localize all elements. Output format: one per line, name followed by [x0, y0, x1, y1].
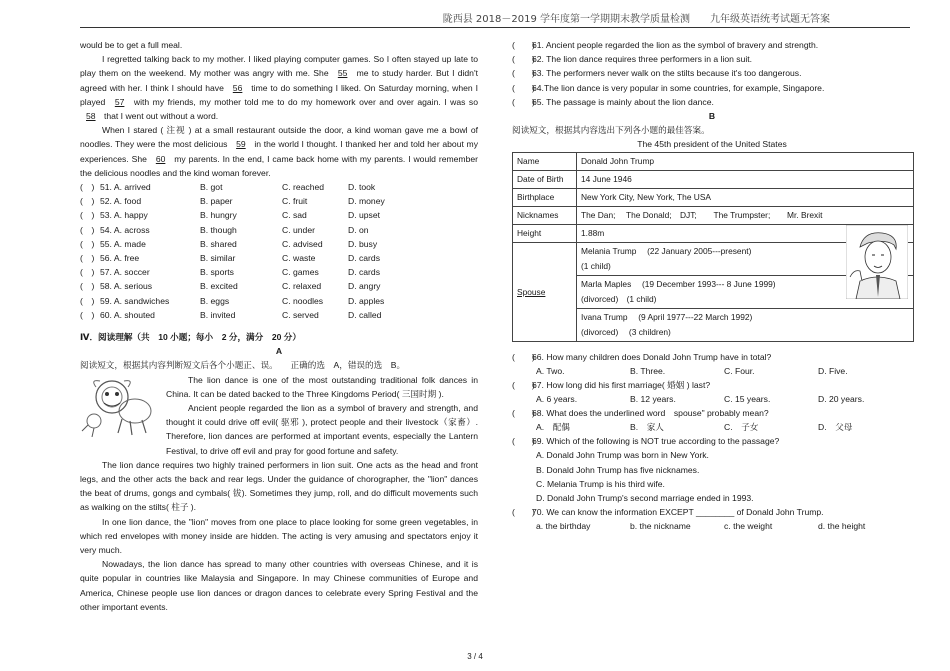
blank-57: 57	[114, 96, 125, 107]
spouse-label: Spouse	[513, 242, 577, 341]
passage-a-paragraph-1: The lion dance is one of the most outstanding traditional folk dances in China. It can be dated backed to the Three Kingdoms Period( 三国时期 ).	[166, 374, 478, 399]
option-row: ( ) 57. A. soccer B. sports C. games D. cards	[80, 267, 380, 278]
question-70: ( ) 70. We can know the information EXCEPT ________ of Donald John Trump.	[512, 507, 824, 518]
lion-text	[166, 373, 478, 458]
section-title: Ⅳ．阅读理解（共 10 小题；每小 2 分，满分 20 分）	[80, 331, 301, 342]
question-64: ( ) 64.The lion dance is very popular in some countries, for example, Singapore.	[512, 82, 825, 93]
passage-a-paragraph-5: Nowadays, the lion dance has spread to many other countries with overseas Chinese, and it is quite popular in countries like Malaysia and Singapore. In may Chinese communities of Europe and America, Chinese people use lion dances or dragon dances to celebrate every Spring Festival and the other important events.	[80, 559, 478, 612]
cloze-line: would be to get a full meal.	[80, 40, 183, 50]
table-row: Nicknames The Dan; The Donald; DJT; The Trumpster; Mr. Brexit	[513, 206, 914, 224]
answer-options: A. Donald John Trump was born in New York. B. Donald John Trump has five nicknames. C. Melania Trump is his third wife. D. Donald John Trump's second marriage ended in 1993.	[536, 450, 754, 504]
table-title: The 45th president of the United States	[637, 139, 787, 150]
question-66: ( ) 66. How many children does Donald John Trump have in total?	[512, 351, 772, 362]
option-row: ( ) 51. A. arrived B. got C. reached D. took	[80, 182, 376, 193]
blank-55: 55	[337, 68, 348, 79]
mc-questions	[512, 350, 912, 534]
question-62: ( ) 62. The lion dance requires three performers in a lion suit.	[512, 54, 753, 65]
table-row: Spouse Melania Trump (22 January 2005---present) (1 child) Marla Maples (19 December 1993--- 8 June 1999) (divorced) (1 child) Ivana Trump (9 April 1977---22 March 1992) (divorced) (3 children)	[513, 242, 914, 341]
question-65: ( ) 65. The passage is mainly about the lion dance.	[512, 96, 714, 107]
passage-a-paragraph-4: In one lion dance, the "lion" moves from one place to place looking for some green vegetables, in which red envelopes with money inside are hidden. The acting is very amusing and spectators enjoy it very much.	[80, 516, 478, 555]
tf-questions	[512, 38, 912, 109]
option-row: ( ) 56. A. free B. similar C. waste D. cards	[80, 252, 380, 263]
table-row: Birthplace New York City, New York, The USA	[513, 188, 914, 206]
part-b-label: B	[708, 111, 716, 122]
blank-60: 60	[155, 153, 166, 164]
cloze-paragraph-1: I regretted talking back to my mother. I liked playing computer games. So I often stayed up late to play them on the weekend. My mother was angry with me. She 55 me to study harder. But I didn't agreed with her. I think I should have 56 time to do something I liked. On Saturday morning, when I played 57 with my friends, my mother told me to do my homework over and over again. I was so 58 that I went out without a word.	[80, 54, 478, 122]
question-61: ( ) 61. Ancient people regarded the lion as the symbol of bravery and strength.	[512, 40, 819, 50]
answer-options: A. 6 years. B. 12 years. C. 15 years. D. 20 years.	[536, 394, 865, 405]
table-row: Date of Birth 14 June 1946	[513, 170, 914, 188]
option-row: ( ) 58. A. serious B. excited C. relaxed D. angry	[80, 281, 381, 292]
part-a-instruction: 阅读短文，根据其内容判断短文后各个小题正、误。 正确的选 A，错误的选 B。	[80, 360, 406, 371]
question-68: ( ) 68. What does the underlined word spouse" probably mean?	[512, 408, 769, 419]
blank-59: 59	[236, 139, 246, 150]
blank-56: 56	[232, 82, 243, 93]
page-number: 3 / 4	[467, 652, 483, 661]
question-67: ( ) 67. How long did his first marriage( 婚姻 ) last?	[512, 379, 711, 390]
cloze-options	[80, 180, 478, 322]
option-row: ( ) 52. A. food B. paper C. fruit D. money	[80, 196, 385, 207]
left-column	[80, 38, 478, 614]
option-row: ( ) 53. A. happy B. hungry C. sad D. upset	[80, 210, 381, 221]
lion-block	[80, 373, 478, 458]
passage-a-paragraph-2: Ancient people regarded the lion as a symbol of bravery and strength, and thought it could drive off evil( 驱邪 ), protect people and their livestock（家畜）. Therefore, lion dances are performed at important events, especially the Lantern Festival, to drive off evil and pray for good fortune and safety.	[166, 402, 478, 456]
table-row: Name Donald John Trump	[513, 152, 914, 170]
table-row: Height 1.88m	[513, 224, 914, 242]
part-a-label: A	[275, 346, 283, 357]
passage-a-paragraph-3: The lion dance requires two highly trained performers in lion suit. One acts as the head and front legs, and the other acts the back and rear legs. Under the guidance of chorographer, the "lion" dances the beat of drums, gongs and cymbals( 钹). Sometimes they jump, roll, and do difficult movements such as walking on the stilts( 柱子 ).	[80, 459, 478, 513]
lion-dance-image	[80, 375, 158, 437]
trump-portrait	[846, 225, 908, 299]
question-63: ( ) 63. The performers never walk on the stilts because it's too dangerous.	[512, 68, 802, 79]
answer-options: A. Two. B. Three. C. Four. D. Five.	[536, 365, 848, 376]
option-row: ( ) 60. A. shouted B. invited C. served D. called	[80, 309, 382, 320]
question-69: ( ) 69. Which of the following is NOT true according to the passage?	[512, 436, 780, 447]
blank-58: 58	[86, 111, 96, 122]
answer-options: a. the birthday b. the nickname c. the weight d. the height	[536, 521, 866, 532]
option-row: ( ) 55. A. made B. shared C. advised D. busy	[80, 238, 378, 249]
answer-options: A. 配偶 B. 家人 C. 子女 D. 父母	[536, 422, 853, 433]
option-row: ( ) 59. A. sandwiches B. eggs C. noodles D. apples	[80, 295, 385, 306]
option-row: ( ) 54. A. across B. though C. under D. on	[80, 224, 369, 235]
cloze-paragraph-2: When I stared ( 注视 ) at a small restaurant outside the door, a kind woman gave me a bowl of noodles. They were the most delicious 59 in the world I thought. I thanked her and told her about my experiences. She 60 my parents. In the end, I came back home with my parents. I would remember the delicious noodles and the kind woman forever.	[80, 125, 478, 178]
part-b-instruction: 阅读短文，根据其内容选出下列各小题的最佳答案。	[512, 125, 710, 136]
page-header: 陇西县 2018－2019 学年度第一学期期末教学质量检测 九年级英语统考试题无答案	[80, 10, 910, 28]
